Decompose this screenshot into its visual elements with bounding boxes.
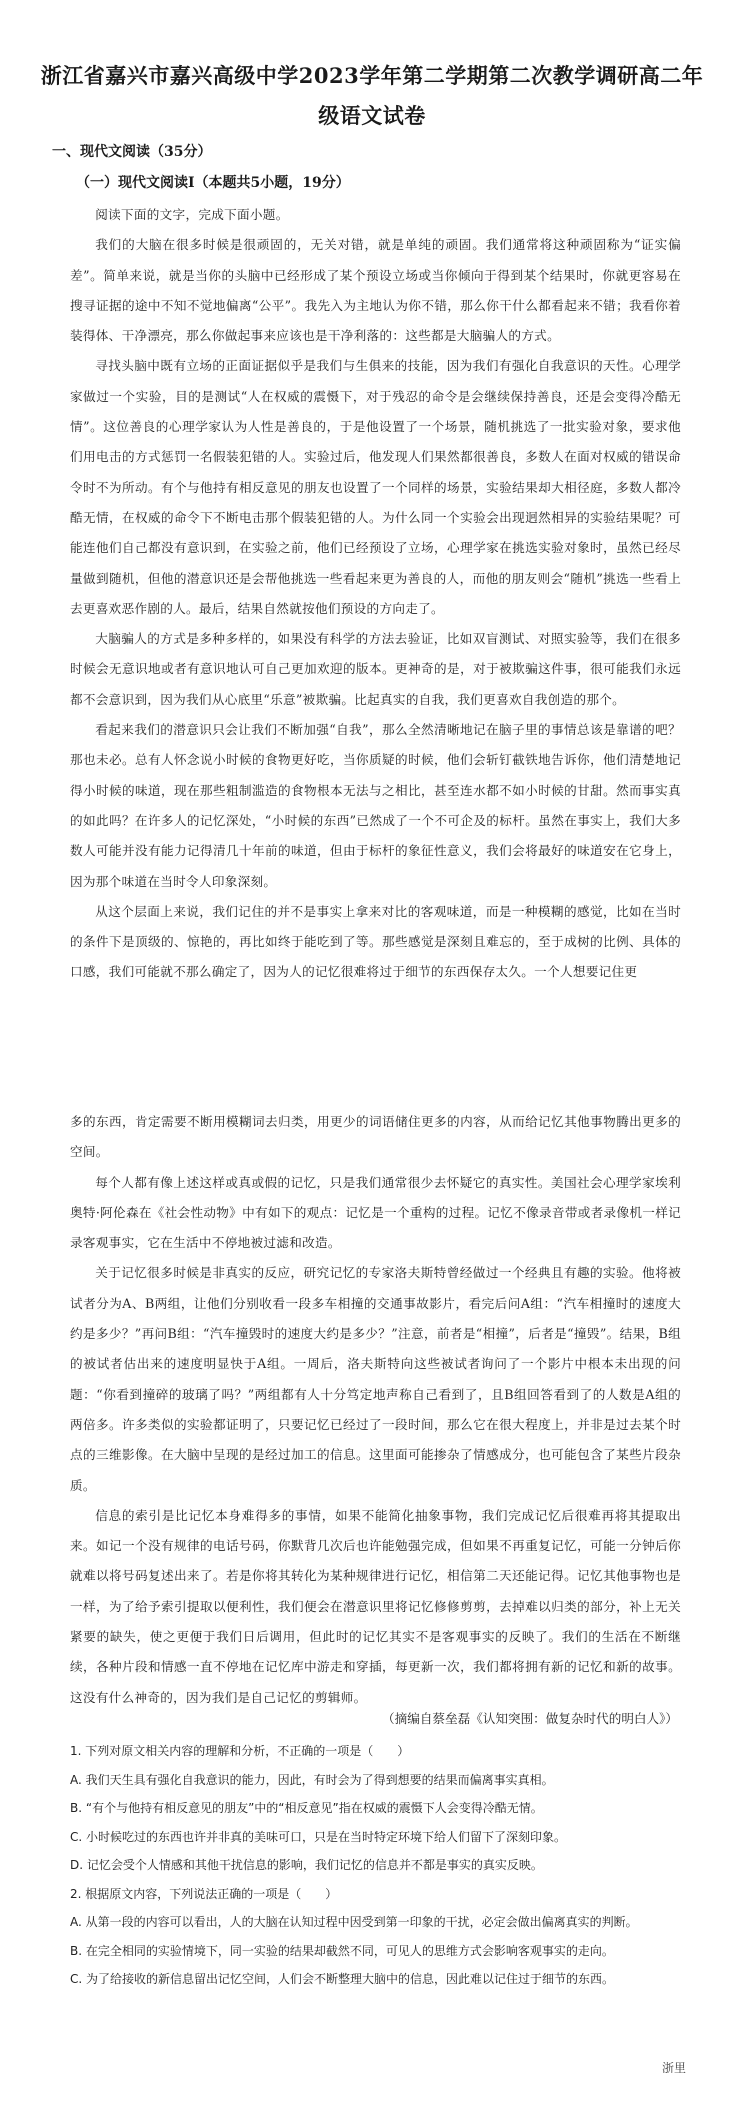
question-option: A. 我们天生具有强化自我意识的能力，因此，有时会为了得到想要的结果而偏离事实真相。 [70,1772,554,1787]
section-heading: 一、现代文阅读（35分） [52,144,212,160]
passage-paragraph: 大脑骗人的方式是多种多样的，如果没有科学的方法去验证，比如双盲测试、对照实验等，我们在很多时候会无意识地或者有意识地认可自己更加欢迎的版本。更神奇的是，对于被欺骗这件事，很可能我们永远都不会意识到，因为我们从心底里“乐意”被欺骗。比起真实的自我，我们更喜欢自我创造的那个。 [70,631,681,707]
question-option: C. 为了给接收的新信息留出记忆空间，人们会不断整理大脑中的信息，因此难以记住过于细节的东西。 [70,1972,615,1986]
question-option: A. 从第一段的内容可以看出，人的大脑在认知过程中因受到第一印象的干扰，必定会做出偏离真实的判断。 [70,1915,638,1929]
subsection-heading: （一）现代文阅读Ⅰ（本题共5小题，19分） [76,175,350,191]
question-option: B. 在完全相同的实验情境下，同一实验的结果却截然不同，可见人的思维方式会影响客观事实的走向。 [70,1943,614,1958]
passage-paragraph: 每个人都有像上述这样或真或假的记忆，只是我们通常很少去怀疑它的真实性。美国社会心理学家埃利奥特·阿伦森在《社会性动物》中有如下的观点：记忆是一个重构的过程。记忆不像录音带或者录像机一样记录客观事实，它在生活中不停地被过滤和改造。 [70,1174,681,1251]
passage-paragraph: 看起来我们的潜意识只会让我们不断加强“自我”，那么全然清晰地记在脑子里的事情总该是靠谱的吧？那也未必。总有人怀念说小时候的食物更好吃，当你质疑的时候，他们会斩钉截铁地告诉你，他们清楚地记得小时候的味道，现在那些粗制滥造的食物根本无法与之相比，甚至连水都不如小时候的甘甜。然而事实真的如此吗？在许多人的记忆深处，“小时候的东西”已然成了一个不可企及的标杆。虽然在事实上，我们大多数人可能并没有能力记得清几十年前的味道，但由于标杆的象征性意义，我们会将最好的味道安在它身上，因为那个味道在当时令人印象深刻。 [70,722,681,889]
question-option: D. 记忆会受个人情感和其他干扰信息的影响，我们记忆的信息并不都是事实的真实反映。 [70,1858,543,1872]
question-stem: 1. 下列对原文相关内容的理解和分析，不正确的一项是（ ） [70,1744,410,1758]
passage-top [70,200,681,988]
passage-paragraph: 我们的大脑在很多时候是很顽固的，无关对错，就是单纯的顽固。我们通常将这种顽固称为“证实偏差”。简单来说，就是当你的头脑中已经形成了某个预设立场或当你倾向于得到某个结果时，你就更容易在搜寻证据的途中不知不觉地偏离“公平”。我先入为主地认为你不错，那么你干什么都看起来不错；我看你着装得体、干净漂亮，那么你做起事来应该也是干净利落的：这些都是大脑骗人的方式。 [70,237,681,344]
passage-paragraph: 从这个层面上来说，我们记住的并不是事实上拿来对比的客观味道，而是一种模糊的感觉，比如在当时的条件下是顶级的、惊艳的，再比如终于能吃到了等。那些感觉是深刻且难忘的，至于成树的比例、具体的口感，我们可能就不那么确定了，因为人的记忆很难将过于细节的东西保存太久。一个人想要记住更 [70,903,681,980]
passage-paragraph: 关于记忆很多时候是非真实的反应，研究记忆的专家洛夫斯特曾经做过一个经典且有趣的实验。他将被试者分为A、B两组，让他们分别收看一段多车相撞的交通事故影片，看完后问A组：“汽车相撞时的速度大约是多少？”再问B组：“汽车撞毁时的速度大约是多少？”注意，前者是“相撞”，后者是“撞毁”。结果，B组的被试者估出来的速度明显快于A组。一周后，洛夫斯特向这些被试者询问了一个影片中根本未出现的问题：“你看到撞碎的玻璃了吗？”两组都有人十分笃定地声称自己看到了，且B组回答看到了的人数是A组的两倍多。许多类似的实验都证明了，只要记忆已经过了一段时间，那么它在很大程度上，并非是过去某个时点的三维影像。在大脑中呈现的是经过加工的信息。这里面可能掺杂了情感成分，也可能包含了某些片段杂质。 [70,1265,681,1493]
question-option: B. “有个与他持有相反意见的朋友”中的“相反意见”指在权威的震慑下人会变得冷酷无情。 [70,1801,543,1815]
passage-paragraph: 多的东西，肯定需要不断用模糊词去归类，用更少的词语储住更多的内容，从而给记忆其他事物腾出更多的空间。 [70,1114,681,1160]
question-option: C. 小时候吃过的东西也许并非真的美味可口，只是在当时特定环境下给人们留下了深刻印象。 [70,1829,567,1844]
exam-title: 浙江省嘉兴市嘉兴高级中学2023学年第二学期第二次教学调研高二年级语文试卷 [40,63,704,128]
question-list [70,1737,681,1994]
passage-paragraph: 寻找头脑中既有立场的正面证据似乎是我们与生俱来的技能，因为我们有强化自我意识的天性。心理学家做过一个实验，目的是测试“人在权威的震慑下，对于残忍的命令是会继续保持善良，还是会变得冷酷无情”。这位善良的心理学家认为人性是善良的，于是他设置了一个场景，随机挑选了一批实验对象，要求他们用电击的方式惩罚一名假装犯错的人。实验过后，他发现人们果然都很善良，多数人在面对权威的错误命令时不为所动。有个与他持有相反意见的朋友也设置了一个同样的场景，实验结果却大相径庭，多数人都冷酷无情，在权威的命令下不断电击那个假装犯错的人。为什么同一个实验会出现迥然相异的实验结果呢？可能连他们自己都没有意识到，在实验之前，他们已经预设了立场，心理学家在挑选实验对象时，虽然已经尽量做到随机，但他的潜意识还是会帮他挑选一些看起来更为善良的人，而他的朋友则会“随机”挑选一些看上去更喜欢恶作剧的人。最后，结果自然就按他们预设的方向走了。 [70,358,681,616]
instruction-text: 阅读下面的文字，完成下面小题。 [95,207,289,222]
passage-paragraph: 信息的索引是比记忆本身难得多的事情，如果不能简化抽象事物，我们完成记忆后很难再将其提取出来。如记一个没有规律的电话号码，你默背几次后也许能勉强完成，但如果不再重复记忆，可能一分钟后你就难以将号码复述出来了。若是你将其转化为某种规律进行记忆，相信第二天还能记得。记忆其他事物也是一样，为了给予索引提取以便利性，我们便会在潜意识里将记忆修修剪剪，去掉难以归类的部分，补上无关紧要的缺失，使之更便于我们日后调用，但此时的记忆其实不是客观事实的反映了。我们的生活在不断继续，各种片段和情感一直不停地在记忆库中游走和穿插，每更新一次，我们都将拥有新的记忆和新的故事。这没有什么神奇的，因为我们是自己记忆的剪辑师。 [70,1507,681,1705]
question-stem: 2. 根据原文内容，下列说法正确的一项是（ ） [70,1886,338,1901]
passage-bottom [70,1107,681,1713]
passage-source: （摘编自蔡垒磊《认知突围：做复杂时代的明白人》） [382,1711,678,1726]
page-footer: 浙里 [661,2061,686,2075]
